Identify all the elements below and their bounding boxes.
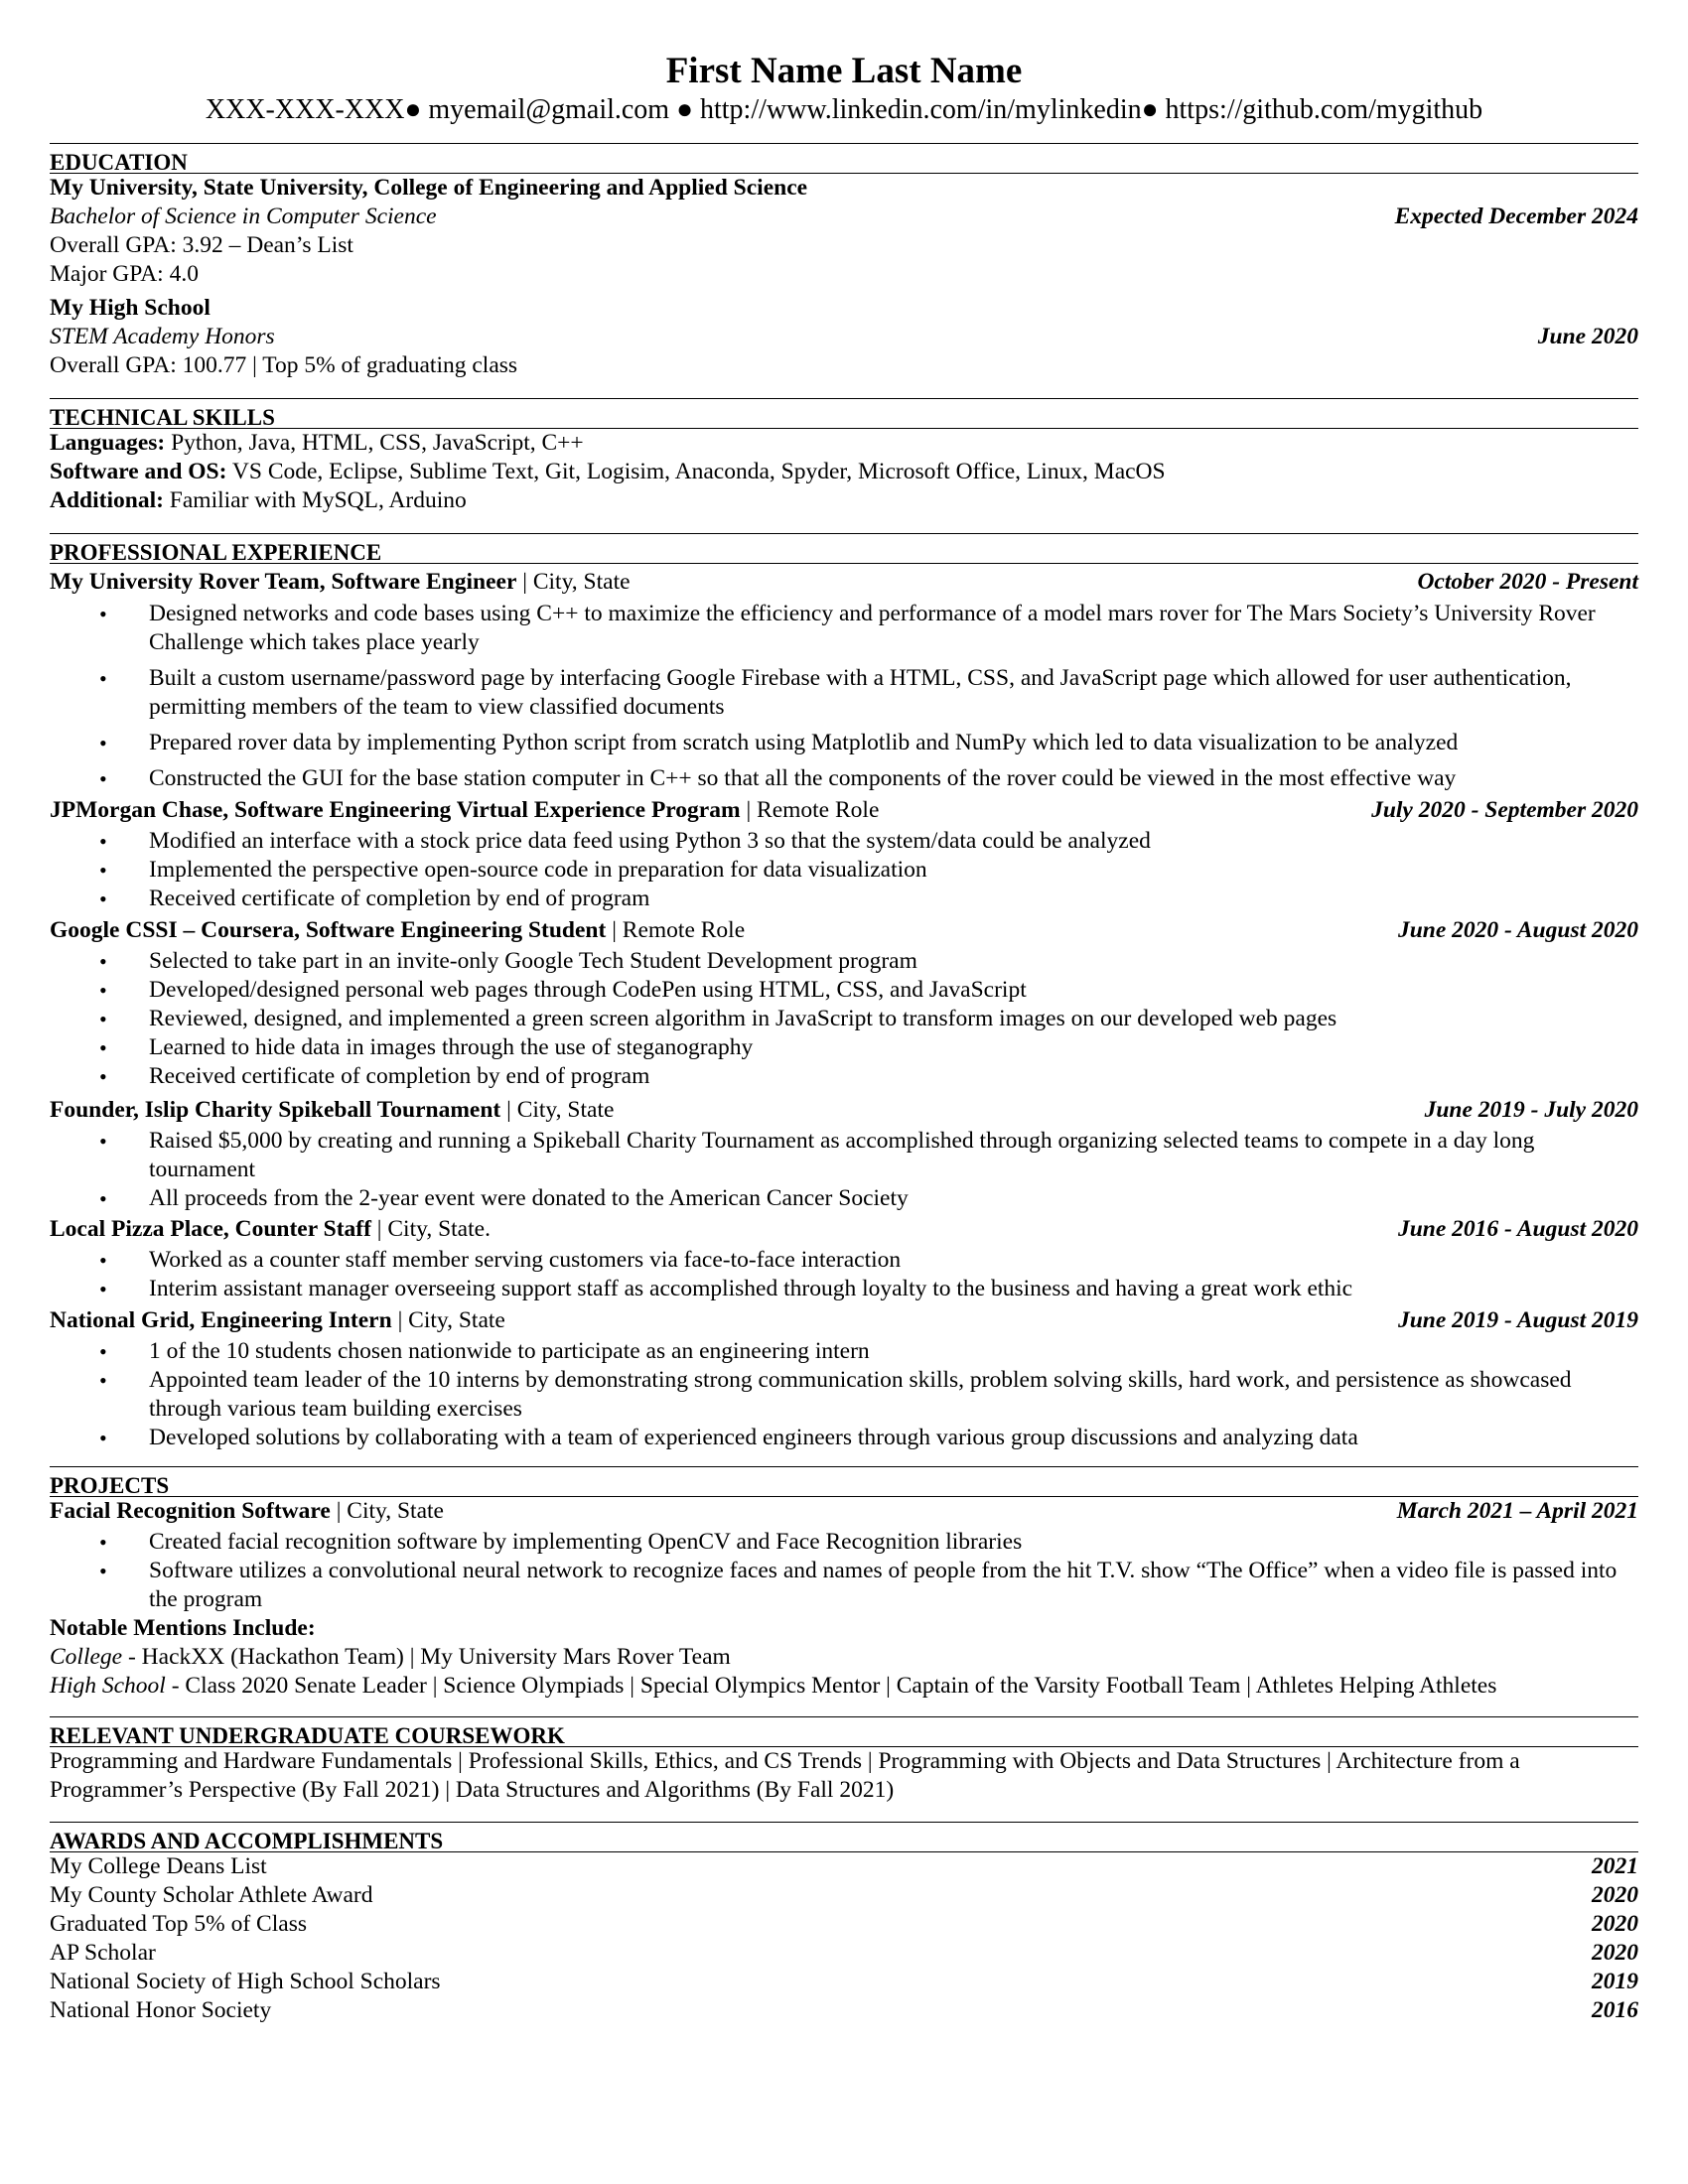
job-location: | Remote Role [606,917,746,943]
projects-heading: PROJECTS [50,1466,1638,1497]
job-bullets [50,1127,1638,1213]
job-date: July 2020 - September 2020 [1371,797,1638,823]
project-bullet: • Software utilizes a convolutional neural network to recognize faces and names of people from the hit T.V. show “The Office” when a video file is passed into the program [50,1557,1638,1614]
job-date: June 2019 - July 2020 [1424,1097,1638,1123]
experience-section [50,568,1638,1452]
skills-label: Languages: [50,430,166,456]
job-bullet: • Reviewed, designed, and implemented a green screen algorithm in JavaScript to transform images on our developed web pages [50,1005,1638,1033]
job-title: My University Rover Team, Software Engineer [50,569,517,595]
education-heading: EDUCATION [50,143,1638,174]
job-bullet: • Selected to take part in an invite-only Google Tech Student Development program [50,947,1638,976]
awards-section [50,1852,1638,2025]
award-name: Graduated Top 5% of Class [50,1911,307,1937]
job-bullet: • Received certificate of completion by end of program [50,1062,1638,1091]
job-location: | City, State. [370,1216,491,1242]
job-bullet: • Developed solutions by collaborating with a team of experienced engineers through various group discussions and analyzing data [50,1424,1638,1452]
skills-row [50,429,1638,458]
school-name: My University, State University, College of Engineering and Applied Science [50,175,808,201]
skills-value: Python, Java, HTML, CSS, JavaScript, C++ [165,430,584,456]
award-name: AP Scholar [50,1940,156,1966]
project-title: Facial Recognition Software [50,1498,331,1524]
job-location: | City, State [500,1097,615,1123]
award-name: My County Scholar Athlete Award [50,1882,373,1908]
award-row [50,1852,1638,1881]
mention-label: College [50,1644,123,1670]
job-bullet: • Constructed the GUI for the base station computer in C++ so that all the components of the rover could be viewed in the most effective way [50,764,1638,793]
job-bullets [50,600,1638,793]
project-bullets [50,1528,1638,1614]
skills-row [50,458,1638,486]
school-detail: Overall GPA: 100.77 | Top 5% of graduating class [50,352,518,378]
school-degree: STEM Academy Honors [50,324,275,349]
job-bullet: • 1 of the 10 students chosen nationwide to participate as an engineering intern [50,1337,1638,1366]
school-degree-row [50,203,1638,231]
job-bullet: • Built a custom username/password page by interfacing Google Firebase with a HTML, CSS, and JavaScript page which allowed for user authentication, permitting members of the team to view classified documents [50,664,1638,722]
job-date: June 2019 - August 2019 [1397,1307,1638,1333]
job-title: JPMorgan Chase, Software Engineering Virtual Experience Program [50,797,741,823]
project-bullet: • Created facial recognition software by implementing OpenCV and Face Recognition libraries [50,1528,1638,1557]
award-row [50,1881,1638,1910]
job-title: Founder, Islip Charity Spikeball Tournament [50,1097,501,1123]
award-row [50,1968,1638,1996]
job-bullets [50,827,1638,913]
mention-value: - Class 2020 Senate Leader | Science Olympiads | Special Olympics Mentor | Captain of the Varsity Football Team | Athletes Helping Athletes [165,1673,1497,1699]
education-section [50,174,1638,380]
experience-heading: PROFESSIONAL EXPERIENCE [50,533,1638,564]
skills-label: Additional: [50,487,164,513]
award-year: 2020 [1592,1940,1638,1966]
mention-value: - HackXX (Hackathon Team) | My University Mars Rover Team [122,1644,731,1670]
job-bullet: • Designed networks and code bases using C++ to maximize the efficiency and performance of a model mars rover for The Mars Society’s University Rover Challenge which takes place yearly [50,600,1638,657]
job-bullet: • Implemented the perspective open-source code in preparation for data visualization [50,856,1638,885]
job-header [50,916,1638,945]
school-detail: Overall GPA: 3.92 – Dean’s List [50,232,353,258]
mention-label: High School [50,1673,166,1699]
awards-heading: AWARDS AND ACCOMPLISHMENTS [50,1822,1638,1852]
award-name: My College Deans List [50,1853,267,1879]
skills-heading: TECHNICAL SKILLS [50,398,1638,429]
job-location: | Remote Role [740,797,880,823]
job-bullets [50,1337,1638,1452]
projects-section [50,1497,1638,1701]
job-title: Local Pizza Place, Counter Staff [50,1216,371,1242]
school-degree-row [50,323,1638,351]
job-header [50,1096,1638,1125]
job-date: June 2020 - August 2020 [1397,917,1638,943]
job-location: | City, State [516,569,631,595]
mention-row [50,1643,1638,1672]
job-bullet: • Modified an interface with a stock price data feed using Python 3 so that the system/data could be analyzed [50,827,1638,856]
award-year: 2021 [1592,1853,1638,1879]
job-bullets [50,947,1638,1091]
coursework-text: Programming and Hardware Fundamentals | Professional Skills, Ethics, and CS Trends | Programming with Objects and Data Structures | Architecture from a Programmer’s Perspective (By Fall 2021) | Data Structures and Algorithms (By Fall 2021) [50,1748,1520,1803]
school-date: Expected December 2024 [1394,204,1638,229]
job-bullet: • Prepared rover data by implementing Python script from scratch using Matplotlib and NumPy which led to data visualization to be analyzed [50,729,1638,757]
job-bullet: • Interim assistant manager overseeing support staff as accomplished through loyalty to the business and having a great work ethic [50,1275,1638,1303]
coursework-heading: RELEVANT UNDERGRADUATE COURSEWORK [50,1716,1638,1747]
award-name: National Honor Society [50,1997,272,2023]
resume-page [50,50,1638,2025]
mentions-label: Notable Mentions Include: [50,1615,316,1641]
skills-row [50,486,1638,515]
job-date: October 2020 - Present [1417,569,1638,595]
award-row [50,1910,1638,1939]
candidate-name: First Name Last Name [665,51,1023,91]
job-bullet: • Appointed team leader of the 10 interns by demonstrating strong communication skills, problem solving skills, hard work, and persistence as showcased through various team building exercises [50,1366,1638,1424]
school-date: June 2020 [1537,324,1638,349]
award-row [50,1939,1638,1968]
job-title: Google CSSI – Coursera, Software Engineering Student [50,917,607,943]
skills-section [50,429,1638,515]
award-year: 2019 [1592,1969,1638,1994]
project-date: March 2021 – April 2021 [1396,1498,1638,1524]
school-name: My High School [50,295,211,321]
award-year: 2020 [1592,1882,1638,1908]
job-title: National Grid, Engineering Intern [50,1307,392,1333]
award-year: 2020 [1592,1911,1638,1937]
skills-value: VS Code, Eclipse, Sublime Text, Git, Logisim, Anaconda, Spyder, Microsoft Office, Linux, MacOS [226,459,1166,484]
skills-value: Familiar with MySQL, Arduino [163,487,467,513]
job-header [50,568,1638,597]
job-bullet: • All proceeds from the 2-year event were donated to the American Cancer Society [50,1184,1638,1213]
job-header [50,796,1638,825]
award-name: National Society of High School Scholars [50,1969,441,1994]
job-bullet: • Raised $5,000 by creating and running a Spikeball Charity Tournament as accomplished through organizing selected teams to compete in a day long tournament [50,1127,1638,1184]
project-header [50,1497,1638,1526]
contact-line: XXX-XXX-XXX● myemail@gmail.com ● http://www.linkedin.com/in/mylinkedin● https://github.com/mygithub [205,94,1483,125]
job-bullet: • Learned to hide data in images through the use of steganography [50,1033,1638,1062]
school-detail: Major GPA: 4.0 [50,261,199,287]
job-bullet: • Received certificate of completion by end of program [50,885,1638,913]
job-date: June 2016 - August 2020 [1397,1216,1638,1242]
job-header [50,1215,1638,1244]
job-bullet: • Developed/designed personal web pages through CodePen using HTML, CSS, and JavaScript [50,976,1638,1005]
job-bullet: • Worked as a counter staff member serving customers via face-to-face interaction [50,1246,1638,1275]
award-row [50,1996,1638,2025]
job-bullets [50,1246,1638,1303]
award-year: 2016 [1592,1997,1638,2023]
school-degree: Bachelor of Science in Computer Science [50,204,437,229]
job-header [50,1306,1638,1335]
project-location: | City, State [330,1498,444,1524]
skills-label: Software and OS: [50,459,227,484]
mention-row [50,1672,1638,1701]
job-location: | City, State [391,1307,505,1333]
